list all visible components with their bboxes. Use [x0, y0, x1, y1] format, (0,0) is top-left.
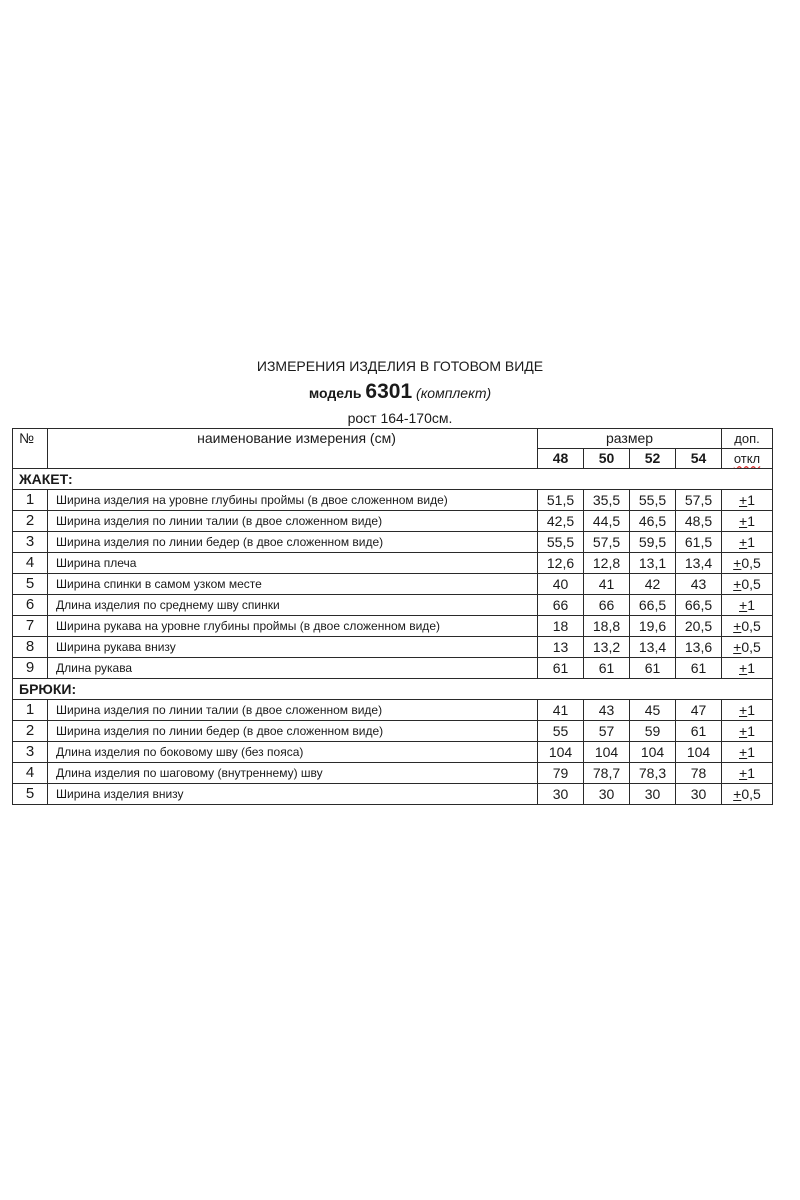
- measurement-value: 104: [676, 742, 722, 763]
- measurement-value: 47: [676, 700, 722, 721]
- tolerance-value: 1: [747, 597, 755, 613]
- row-number: 9: [13, 658, 48, 679]
- measurement-value: 55: [538, 721, 584, 742]
- measurement-value: 18,8: [584, 616, 630, 637]
- tolerance-value: 1: [747, 723, 755, 739]
- tolerance: [722, 616, 773, 637]
- measurement-value: 61: [676, 658, 722, 679]
- plus-minus-sign: +: [739, 723, 748, 739]
- plus-minus-sign: +: [733, 555, 742, 571]
- measurement-value: 57: [584, 721, 630, 742]
- table-row: [13, 553, 773, 574]
- measurement-value: 13: [538, 637, 584, 658]
- plus-minus-sign: +: [739, 765, 748, 781]
- tolerance: [722, 742, 773, 763]
- model-label: модель: [308, 385, 362, 401]
- measurement-value: 61: [676, 721, 722, 742]
- row-number: 2: [13, 511, 48, 532]
- tolerance: [722, 637, 773, 658]
- measurement-value: 61: [584, 658, 630, 679]
- header-number: №: [13, 429, 48, 469]
- plus-minus-sign: +: [739, 513, 748, 529]
- row-number: 8: [13, 637, 48, 658]
- measurement-name: Длина изделия по среднему шву спинки: [48, 595, 538, 616]
- table-row: [13, 700, 773, 721]
- tolerance-value: 0,5: [741, 618, 761, 634]
- measurement-value: 13,6: [676, 637, 722, 658]
- measurement-value: 66: [584, 595, 630, 616]
- measurement-value: 78: [676, 763, 722, 784]
- tolerance-value: 1: [747, 702, 755, 718]
- measurement-value: 12,8: [584, 553, 630, 574]
- measurement-value: 41: [584, 574, 630, 595]
- measurement-name: Ширина изделия по линии бедер (в двое сложенном виде): [48, 532, 538, 553]
- measurement-value: 59,5: [630, 532, 676, 553]
- measurement-name: Ширина плеча: [48, 553, 538, 574]
- tolerance-value: 1: [747, 492, 755, 508]
- row-number: 4: [13, 553, 48, 574]
- tolerance-value: 1: [747, 660, 755, 676]
- measurement-value: 20,5: [676, 616, 722, 637]
- tolerance: [722, 574, 773, 595]
- measurement-name: Ширина рукава на уровне глубины проймы (в двое сложенном виде): [48, 616, 538, 637]
- measurement-value: 79: [538, 763, 584, 784]
- measurement-name: Ширина изделия по линии бедер (в двое сложенном виде): [48, 721, 538, 742]
- measurement-value: 78,7: [584, 763, 630, 784]
- measurement-value: 57,5: [676, 490, 722, 511]
- measurement-value: 13,4: [676, 553, 722, 574]
- document-title: ИЗМЕРЕНИЯ ИЗДЕЛИЯ В ГОТОВОМ ВИДЕ: [256, 358, 544, 374]
- row-number: 2: [13, 721, 48, 742]
- measurement-value: 30: [584, 784, 630, 805]
- tolerance: [722, 784, 773, 805]
- tolerance: [722, 553, 773, 574]
- measurement-value: 66,5: [630, 595, 676, 616]
- row-number: 1: [13, 700, 48, 721]
- measurement-value: 78,3: [630, 763, 676, 784]
- measurement-value: 44,5: [584, 511, 630, 532]
- measurement-name: Длина рукава: [48, 658, 538, 679]
- tolerance: [722, 658, 773, 679]
- table-row: [13, 574, 773, 595]
- measurement-value: 61: [538, 658, 584, 679]
- section-row: [13, 469, 773, 490]
- measurement-value: 46,5: [630, 511, 676, 532]
- measurement-value: 51,5: [538, 490, 584, 511]
- plus-minus-sign: +: [733, 576, 742, 592]
- row-number: 3: [13, 742, 48, 763]
- height-range: рост 164-170см.: [347, 410, 453, 426]
- measurement-value: 43: [584, 700, 630, 721]
- row-number: 5: [13, 784, 48, 805]
- measurements-table: [12, 428, 773, 805]
- tolerance: [722, 490, 773, 511]
- measurement-value: 43: [676, 574, 722, 595]
- measurement-value: 66: [538, 595, 584, 616]
- plus-minus-sign: +: [739, 744, 748, 760]
- section-row: [13, 679, 773, 700]
- measurement-value: 55,5: [538, 532, 584, 553]
- measurement-value: 13,2: [584, 637, 630, 658]
- header-tolerance-2: [722, 449, 773, 469]
- section-title: БРЮКИ:: [13, 679, 773, 700]
- tolerance-value: 0,5: [741, 639, 761, 655]
- tolerance-value: 1: [747, 534, 755, 550]
- row-number: 5: [13, 574, 48, 595]
- row-number: 1: [13, 490, 48, 511]
- measurement-value: 104: [630, 742, 676, 763]
- measurement-value: 18: [538, 616, 584, 637]
- tolerance-value: 1: [747, 513, 755, 529]
- model-kit: (комплект): [416, 385, 492, 401]
- measurement-value: 42,5: [538, 511, 584, 532]
- plus-minus-sign: +: [733, 786, 742, 802]
- tolerance: [722, 532, 773, 553]
- model-line: [0, 380, 800, 404]
- tolerance-value: 0,5: [741, 786, 761, 802]
- measurement-value: 35,5: [584, 490, 630, 511]
- measurement-value: 13,4: [630, 637, 676, 658]
- measurement-name: Длина изделия по шаговому (внутреннему) шву: [48, 763, 538, 784]
- measurement-value: 13,1: [630, 553, 676, 574]
- measurement-value: 104: [584, 742, 630, 763]
- plus-minus-sign: +: [739, 702, 748, 718]
- plus-minus-sign: +: [739, 660, 748, 676]
- table-row: [13, 490, 773, 511]
- plus-minus-sign: +: [739, 597, 748, 613]
- tolerance-value: 1: [747, 765, 755, 781]
- tolerance-value: 0,5: [741, 555, 761, 571]
- section-title: ЖАКЕТ:: [13, 469, 773, 490]
- plus-minus-sign: +: [739, 492, 748, 508]
- model-number: 6301: [365, 380, 413, 403]
- table-row: [13, 763, 773, 784]
- table-row: [13, 784, 773, 805]
- measurement-value: 19,6: [630, 616, 676, 637]
- measurement-value: 30: [630, 784, 676, 805]
- row-number: 3: [13, 532, 48, 553]
- measurement-name: Ширина спинки в самом узком месте: [48, 574, 538, 595]
- measurement-value: 48,5: [676, 511, 722, 532]
- measurement-value: 12,6: [538, 553, 584, 574]
- header-tolerance-1: доп.: [722, 429, 773, 449]
- plus-minus-sign: +: [733, 639, 742, 655]
- measurement-name: Ширина изделия внизу: [48, 784, 538, 805]
- measurement-value: 40: [538, 574, 584, 595]
- tolerance-value: 1: [747, 744, 755, 760]
- measurement-name: Длина изделия по боковому шву (без пояса): [48, 742, 538, 763]
- measurement-value: 59: [630, 721, 676, 742]
- table-row: [13, 532, 773, 553]
- table-row: [13, 511, 773, 532]
- measurement-value: 57,5: [584, 532, 630, 553]
- measurement-value: 30: [538, 784, 584, 805]
- tolerance: [722, 595, 773, 616]
- tolerance: [722, 763, 773, 784]
- table-row: [13, 616, 773, 637]
- header-tolerance-2-text: откл: [733, 451, 761, 466]
- measurement-name: Ширина рукава внизу: [48, 637, 538, 658]
- measurement-name: Ширина изделия по линии талии (в двое сложенном виде): [48, 511, 538, 532]
- table-row: [13, 658, 773, 679]
- table-row: [13, 637, 773, 658]
- measurement-value: 42: [630, 574, 676, 595]
- measurement-value: 66,5: [676, 595, 722, 616]
- measurement-value: 104: [538, 742, 584, 763]
- measurement-value: 55,5: [630, 490, 676, 511]
- tolerance-value: 0,5: [741, 576, 761, 592]
- tolerance: [722, 511, 773, 532]
- measurement-name: Ширина изделия на уровне глубины проймы (в двое сложенном виде): [48, 490, 538, 511]
- header-size-value: 54: [676, 449, 722, 469]
- plus-minus-sign: +: [739, 534, 748, 550]
- measurement-value: 61,5: [676, 532, 722, 553]
- row-number: 6: [13, 595, 48, 616]
- tolerance: [722, 700, 773, 721]
- tolerance: [722, 721, 773, 742]
- header-name: наименование измерения (см): [48, 429, 538, 469]
- table-row: [13, 595, 773, 616]
- table-row: [13, 742, 773, 763]
- measurement-value: 61: [630, 658, 676, 679]
- header-size-value: 52: [630, 449, 676, 469]
- table-header-row: [13, 429, 773, 449]
- measurement-name: Ширина изделия по линии талии (в двое сложенном виде): [48, 700, 538, 721]
- plus-minus-sign: +: [733, 618, 742, 634]
- header-size: размер: [538, 429, 722, 449]
- measurement-value: 41: [538, 700, 584, 721]
- row-number: 7: [13, 616, 48, 637]
- measurement-value: 30: [676, 784, 722, 805]
- table-row: [13, 721, 773, 742]
- header-size-value: 48: [538, 449, 584, 469]
- row-number: 4: [13, 763, 48, 784]
- header-size-value: 50: [584, 449, 630, 469]
- measurement-value: 45: [630, 700, 676, 721]
